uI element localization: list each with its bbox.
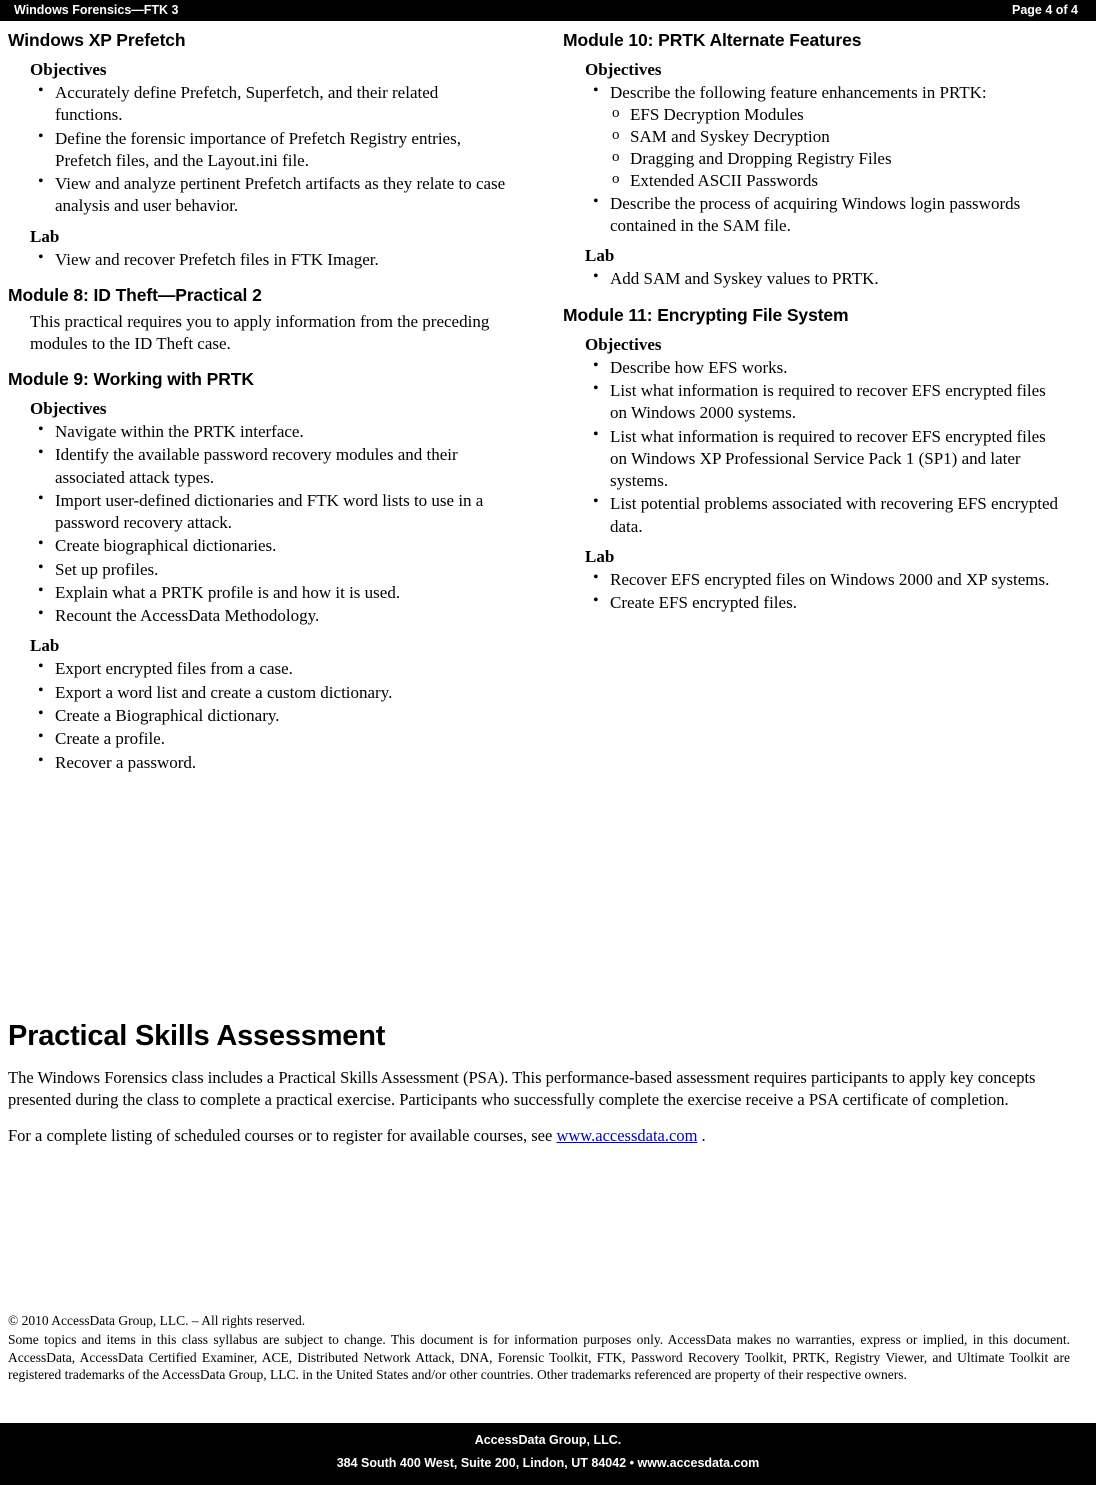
list-item: • Export encrypted files from a case. <box>38 658 508 680</box>
copyright-line: © 2010 AccessData Group, LLC. – All rights reserved. <box>8 1313 306 1328</box>
list-item: • Describe the process of acquiring Windows login passwords contained in the SAM file. <box>593 193 1063 238</box>
list-item: • Navigate within the PRTK interface. <box>38 421 508 443</box>
list-item: • List what information is required to recover EFS encrypted files on Windows XP Professional Service Pack 1 (SP1) and later systems. <box>593 426 1063 493</box>
lab-list <box>8 658 508 773</box>
list-item: • Create a profile. <box>38 728 508 750</box>
lab-list <box>563 569 1063 615</box>
section-heading-objectives: Objectives <box>30 60 107 79</box>
list-item: • Describe how EFS works. <box>593 357 1063 379</box>
list-item: • Set up profiles. <box>38 559 508 581</box>
list-item: • Import user-defined dictionaries and FTK word lists to use in a password recovery attack. <box>38 490 508 535</box>
section-heading-objectives: Objectives <box>30 399 107 419</box>
module-11-encrypting-file-system <box>563 305 1063 615</box>
list-item: • Recover EFS encrypted files on Windows 2000 and XP systems. <box>593 569 1063 591</box>
module-title: Module 9: Working with PRTK <box>8 369 254 390</box>
sub-list-item: o EFS Decryption Modules <box>610 104 1063 126</box>
module-8-id-theft <box>8 285 508 355</box>
list-item: • List what information is required to recover EFS encrypted files on Windows 2000 systems. <box>593 380 1063 425</box>
list-item: • Create EFS encrypted files. <box>593 592 1063 614</box>
module-9-working-with-prtk <box>8 369 508 774</box>
module-title: Windows XP Prefetch <box>8 30 186 50</box>
list-item-text: Describe the following feature enhancements in PRTK: <box>610 83 987 102</box>
page-number: Page 4 of 4 <box>1012 3 1078 17</box>
section-heading-objectives: Objectives <box>585 334 662 354</box>
module-title: Module 11: Encrypting File System <box>563 304 849 325</box>
legal-notice <box>8 1312 1070 1383</box>
list-item: • Identify the available password recovery modules and their associated attack types. <box>38 444 508 489</box>
module-paragraph: This practical requires you to apply information from the preceding modules to the ID Theft case. <box>30 311 490 353</box>
sub-list-item: o Dragging and Dropping Registry Files <box>610 148 1063 170</box>
page-header <box>0 0 1096 21</box>
psa-paragraph-2-lead: For a complete listing of scheduled courses or to register for available courses, see <box>8 1125 557 1145</box>
objectives-list <box>8 421 508 627</box>
list-item <box>593 82 1063 192</box>
psa-title: Practical Skills Assessment <box>8 1020 386 1052</box>
list-item: • Recount the AccessData Methodology. <box>38 605 508 627</box>
footer-company: AccessData Group, LLC. <box>474 1433 622 1447</box>
objectives-list <box>563 357 1063 538</box>
list-item: • View and analyze pertinent Prefetch artifacts as they relate to case analysis and user behavior. <box>38 173 508 218</box>
module-title: Module 8: ID Theft—Practical 2 <box>8 284 262 305</box>
section-heading-lab: Lab <box>585 246 615 266</box>
accessdata-link[interactable]: www.accessdata.com <box>556 1125 698 1145</box>
header-title: Windows Forensics—FTK 3 <box>14 3 179 17</box>
lab-list <box>563 268 1063 290</box>
objectives-list <box>8 82 508 218</box>
module-windows-xp-prefetch <box>8 30 508 271</box>
sub-list-item: o Extended ASCII Passwords <box>610 170 1063 192</box>
sub-list <box>610 104 1063 192</box>
list-item: • Accurately define Prefetch, Superfetch, and their related functions. <box>38 82 508 127</box>
objectives-list <box>563 82 1063 237</box>
psa-paragraph-2-tail: . <box>697 1125 706 1145</box>
sub-list-item: o SAM and Syskey Decryption <box>610 126 1063 148</box>
module-title: Module 10: PRTK Alternate Features <box>563 30 862 50</box>
psa-paragraph-2 <box>8 1125 1070 1147</box>
practical-skills-assessment-section <box>8 1020 1070 1161</box>
list-item: • Explain what a PRTK profile is and how it is used. <box>38 582 508 604</box>
section-heading-lab: Lab <box>30 636 60 656</box>
list-item: • Define the forensic importance of Prefetch Registry entries, Prefetch files, and the Layout.ini file. <box>38 128 508 173</box>
list-item: • View and recover Prefetch files in FTK Imager. <box>38 249 508 271</box>
list-item: • List potential problems associated with recovering EFS encrypted data. <box>593 493 1063 538</box>
right-column <box>563 30 1063 628</box>
module-10-prtk-alternate-features <box>563 30 1063 291</box>
page-footer <box>0 1423 1096 1485</box>
footer-address: 384 South 400 West, Suite 200, Lindon, UT 84042 • www.accesdata.com <box>336 1456 760 1470</box>
lab-list <box>8 249 508 271</box>
section-heading-lab: Lab <box>30 226 60 246</box>
list-item: • Recover a password. <box>38 752 508 774</box>
left-column <box>8 30 508 788</box>
psa-paragraph-1: The Windows Forensics class includes a Practical Skills Assessment (PSA). This performance-based assessment requires participants to apply key concepts presented during the class to complete a practical exercise. Participants who successfully complete the exercise receive a PSA certificate of completion. <box>8 1068 1036 1109</box>
list-item: • Create biographical dictionaries. <box>38 535 508 557</box>
section-heading-objectives: Objectives <box>585 60 662 79</box>
list-item: • Create a Biographical dictionary. <box>38 705 508 727</box>
trademark-terms: Some topics and items in this class syllabus are subject to change. This document is for information purposes only. AccessData makes no warranties, express or implied, in this document. AccessData, AccessData Certified Examiner, ACE, Distributed Network Attack, DNA, Forensic Toolkit, FTK, Password Recovery Toolkit, PRTK, Registry Viewer, and Ultimate Toolkit are registered trademarks of the AccessData Group, LLC. in the United States and/or other countries. Other trademarks referenced are property of their respective owners. <box>8 1332 1070 1382</box>
list-item: • Add SAM and Syskey values to PRTK. <box>593 268 1063 290</box>
section-heading-lab: Lab <box>585 546 615 566</box>
list-item: • Export a word list and create a custom dictionary. <box>38 682 508 704</box>
